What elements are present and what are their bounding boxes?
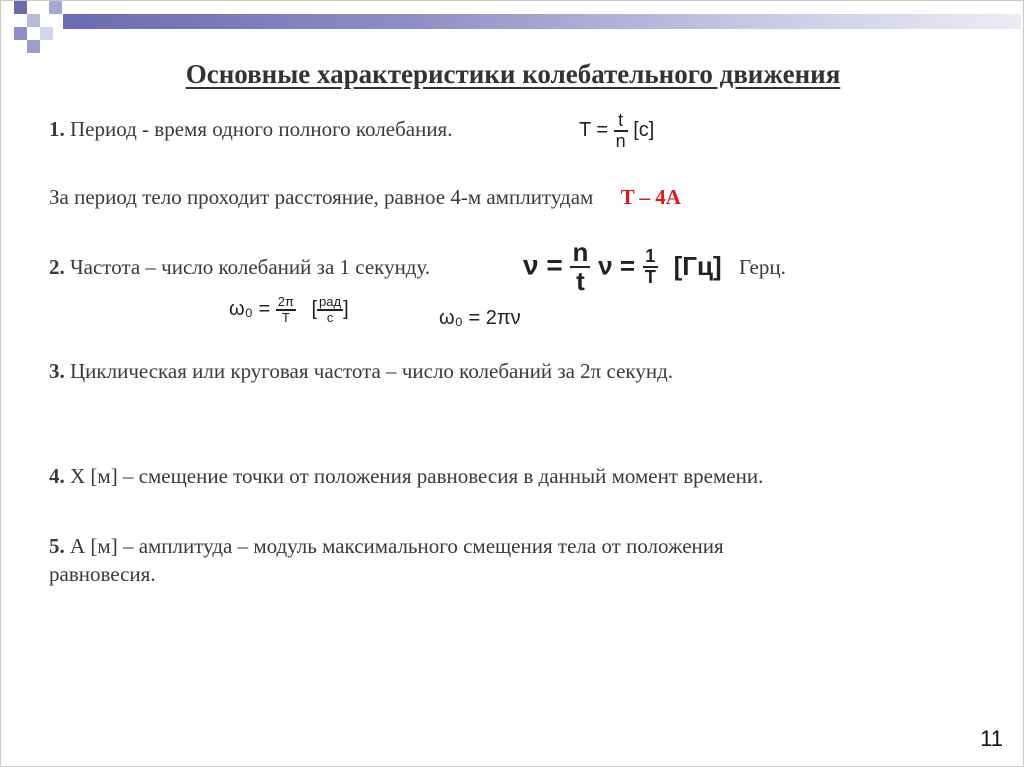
item-distance (49, 185, 681, 210)
item-number: 3. (49, 359, 65, 383)
fraction-denominator: n (615, 130, 626, 151)
item-amplitude-cont: равновесия. (49, 562, 156, 586)
decor-square (14, 1, 27, 14)
formula-lhs: T = (579, 119, 609, 142)
item-number: 1. (49, 117, 65, 141)
fraction-denominator: T (281, 309, 290, 325)
decor-square (27, 14, 40, 27)
formula-lhs-2: ν = (598, 250, 636, 281)
slide-number: 11 (980, 726, 1003, 751)
fraction-denominator: t (576, 266, 585, 297)
decor-square (27, 40, 40, 53)
fraction-numerator: 2π (277, 294, 294, 309)
unit-word: Герц. (739, 255, 786, 279)
unit-numerator: рад (319, 294, 342, 309)
formula-unit: [Гц] (673, 250, 722, 281)
formula-lhs: ω₀ = (229, 297, 271, 320)
unit-denominator: с (326, 309, 334, 325)
formula-fraction (570, 239, 590, 296)
item-amplitude (49, 534, 724, 559)
formula-fraction-2 (643, 247, 658, 287)
formula-omega (229, 295, 349, 324)
item-number: 5. (49, 534, 65, 558)
formula-unit: [с] (633, 119, 655, 142)
fraction-numerator: n (572, 237, 589, 267)
formula-lhs: ν = (523, 249, 563, 281)
fraction-numerator: 1 (643, 247, 658, 268)
formula-fraction (614, 111, 628, 151)
formula-period (579, 111, 654, 151)
item-text: А [м] – амплитуда – модуль максимального смещения тела от положения (64, 534, 724, 558)
item-text: Циклическая или круговая частота – число колебаний за 2π секунд. (64, 359, 674, 383)
formula-omega-nu: ω₀ = 2πν (439, 307, 521, 329)
item-cyclic (49, 359, 673, 384)
fraction-numerator: t (614, 111, 628, 132)
item-text: За период тело проходит расстояние, равное 4-м амплитудам (49, 185, 594, 209)
decor-gradient-bar (63, 14, 1021, 29)
formula-frequency (523, 239, 722, 296)
formula-unit: [ $\frac{\text{рад}}{с}$ ] (311, 294, 349, 325)
decor-square (49, 1, 62, 14)
item-text: Период - время одного полного колебания. (64, 117, 453, 141)
highlight-formula: T – 4A (620, 185, 681, 209)
decor-square (40, 27, 53, 40)
formula-fraction (276, 295, 296, 324)
decor-square (14, 27, 27, 40)
fraction-denominator: T (644, 267, 656, 288)
item-period (49, 117, 452, 142)
item-number: 2. (49, 255, 65, 279)
item-text: X [м] – смещение точки от положения равновесия в данный момент времени. (64, 464, 764, 488)
item-number: 4. (49, 464, 65, 488)
slide-title: Основные характеристики колебательного движения (185, 59, 841, 89)
item-text: Частота – число колебаний за 1 секунду. (64, 255, 431, 279)
item-frequency (49, 255, 430, 280)
item-displacement (49, 464, 763, 489)
